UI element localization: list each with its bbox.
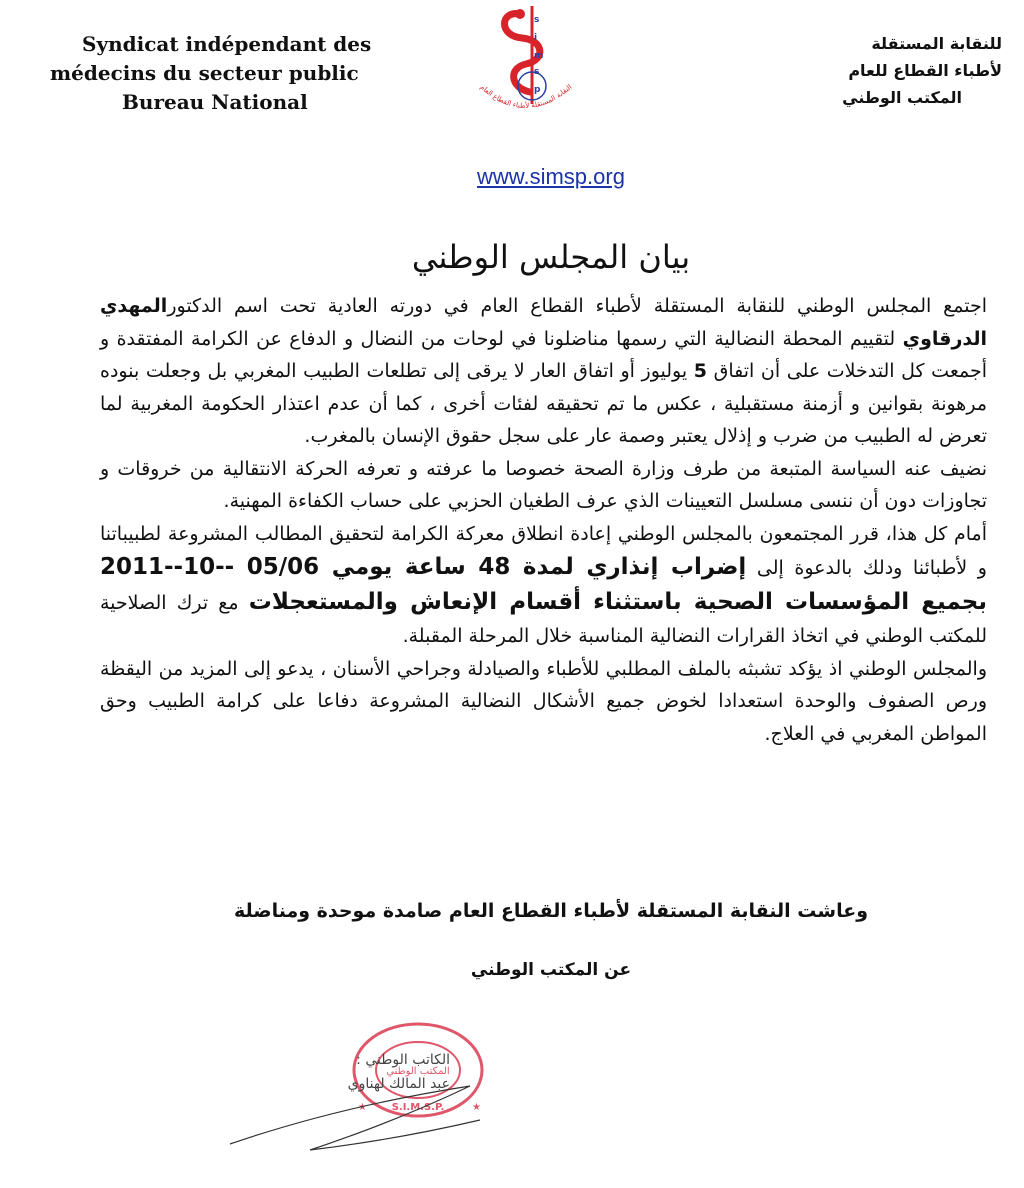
paragraph-4: والمجلس الوطني اذ يؤكد تشبثه بالملف المطلبي للأطباء والصيادلة وجراحي الأسنان ، يدعو إلى المزيد من اليقظة ورص الصفوف والوحدة استعدادا لخوض جميع الأشكال النضالية المشروعة دفاعا على كرامة الطبيب وحق المواطن المغربي في العلاج.: [100, 657, 987, 745]
closing-slogan: وعاشت النقابة المستقلة لأطباء القطاع العام صامدة موحدة ومناضلة: [233, 900, 869, 922]
logo-caption: النقابة المستقلة لأطباء القطاع العام: [478, 82, 574, 111]
french-header-line-2: médecins du secteur public: [50, 61, 359, 85]
paragraph-1-part-2: لتقييم المحطة النضالية التي رسمها مناضلونا في لوحات من النضال و الدفاع عن الكرامة المفتقدة و أجمعت كل التدخلات على أن اتفاق: [100, 327, 987, 382]
logo-letter-i: i: [534, 33, 538, 43]
paragraph-1: [100, 290, 987, 453]
stamp-center-text: المكتب الوطني: [386, 1066, 450, 1077]
svg-text:النقابة المستقلة لأطباء القطاع: [478, 83, 573, 110]
strike-announcement: إضراب إنذاري لمدة 48 ساعة يومي 05/06 --10--2011 بجميع المؤسسات الصحية باستثناء أقسام الإنعاش والمستعجلات: [100, 554, 987, 615]
french-header-line-1: Syndicat indépendant des: [82, 32, 372, 56]
doctor-name: المهدي الدرقاوي: [100, 295, 988, 350]
logo-letter-p: p: [534, 85, 541, 95]
paragraph-3-part-1: أمام كل هذا، قرر المجتمعون بالمجلس الوطني إعادة انطلاق معركة الكرامة لتحقيق المطالب المشروعة لطبيباتنا و لأطبائنا ودلك بالدعوة إلى: [100, 522, 987, 579]
paragraph-2: نضيف عنه السياسة المتبعة من طرف وزارة الصحة خصوصا ما عرفته و تعرفه الحركة الانتقالية من خروقات و تجاوزات دون أن ننسى مسلسل التعيينات الذي عرف الطغيان الحزبي على حساب الكفاءة المهنية.: [100, 457, 987, 512]
logo-letter-s2: s: [534, 67, 540, 77]
french-header-line-3: Bureau National: [122, 90, 308, 114]
paragraph-3: [100, 518, 987, 653]
document-title: بيان المجلس الوطني: [411, 238, 691, 276]
signatory-role: الكاتب الوطني :: [356, 1052, 450, 1068]
svg-text:★: ★: [472, 1102, 481, 1113]
svg-text:★: ★: [358, 1102, 367, 1113]
agreement-day-number: 5: [693, 360, 707, 382]
logo-letter-s1: s: [534, 15, 540, 25]
arabic-header: [752, 30, 1002, 111]
document-body: [100, 290, 987, 750]
handwritten-signature-icon: [220, 1080, 550, 1160]
arabic-header-line-3: المكتب الوطني: [842, 88, 962, 107]
caduceus-snake-logo-icon: [470, 0, 580, 120]
paragraph-1-part-3: يوليوز أو اتفاق العار لا يرقى إلى تطلعات الطبيب المغربي بل وجعلت بنوده مرهونة بقوانين و أزمنة مستقبلية ، عكس ما تم تحقيقه لفئات أخرى ، كما أن عدم اعتذار الحكومة المغربية لما تعرض له الطبيب من ضرب و إذلال يعتبر وصمة عار على سجل حقوق الإنسان بالمغرب.: [100, 360, 987, 447]
arabic-header-line-2: لأطباء القطاع للعام: [848, 61, 1002, 80]
arabic-header-line-1: للنقابة المستقلة: [871, 34, 1002, 53]
paragraph-1-part-1: اجتمع المجلس الوطني للنقابة المستقلة لأطباء القطاع العام في دورته العادية تحت اسم الدكتور: [167, 295, 987, 317]
stamp-bottom-text: S.I.M.S.P.: [391, 1102, 445, 1113]
website-link[interactable]: www.simsp.org: [477, 164, 625, 189]
logo-letter-m: m: [534, 51, 544, 61]
signatory-name: عبد المالك لهناوي: [347, 1076, 450, 1092]
french-header: [50, 30, 410, 117]
on-behalf-of-office: عن المكتب الوطني: [470, 960, 632, 980]
paragraph-3-part-2: مع ترك الصلاحية للمكتب الوطني في اتخاذ القرارات النضالية المناسبة خلال المرحلة المقبلة.: [100, 592, 987, 647]
